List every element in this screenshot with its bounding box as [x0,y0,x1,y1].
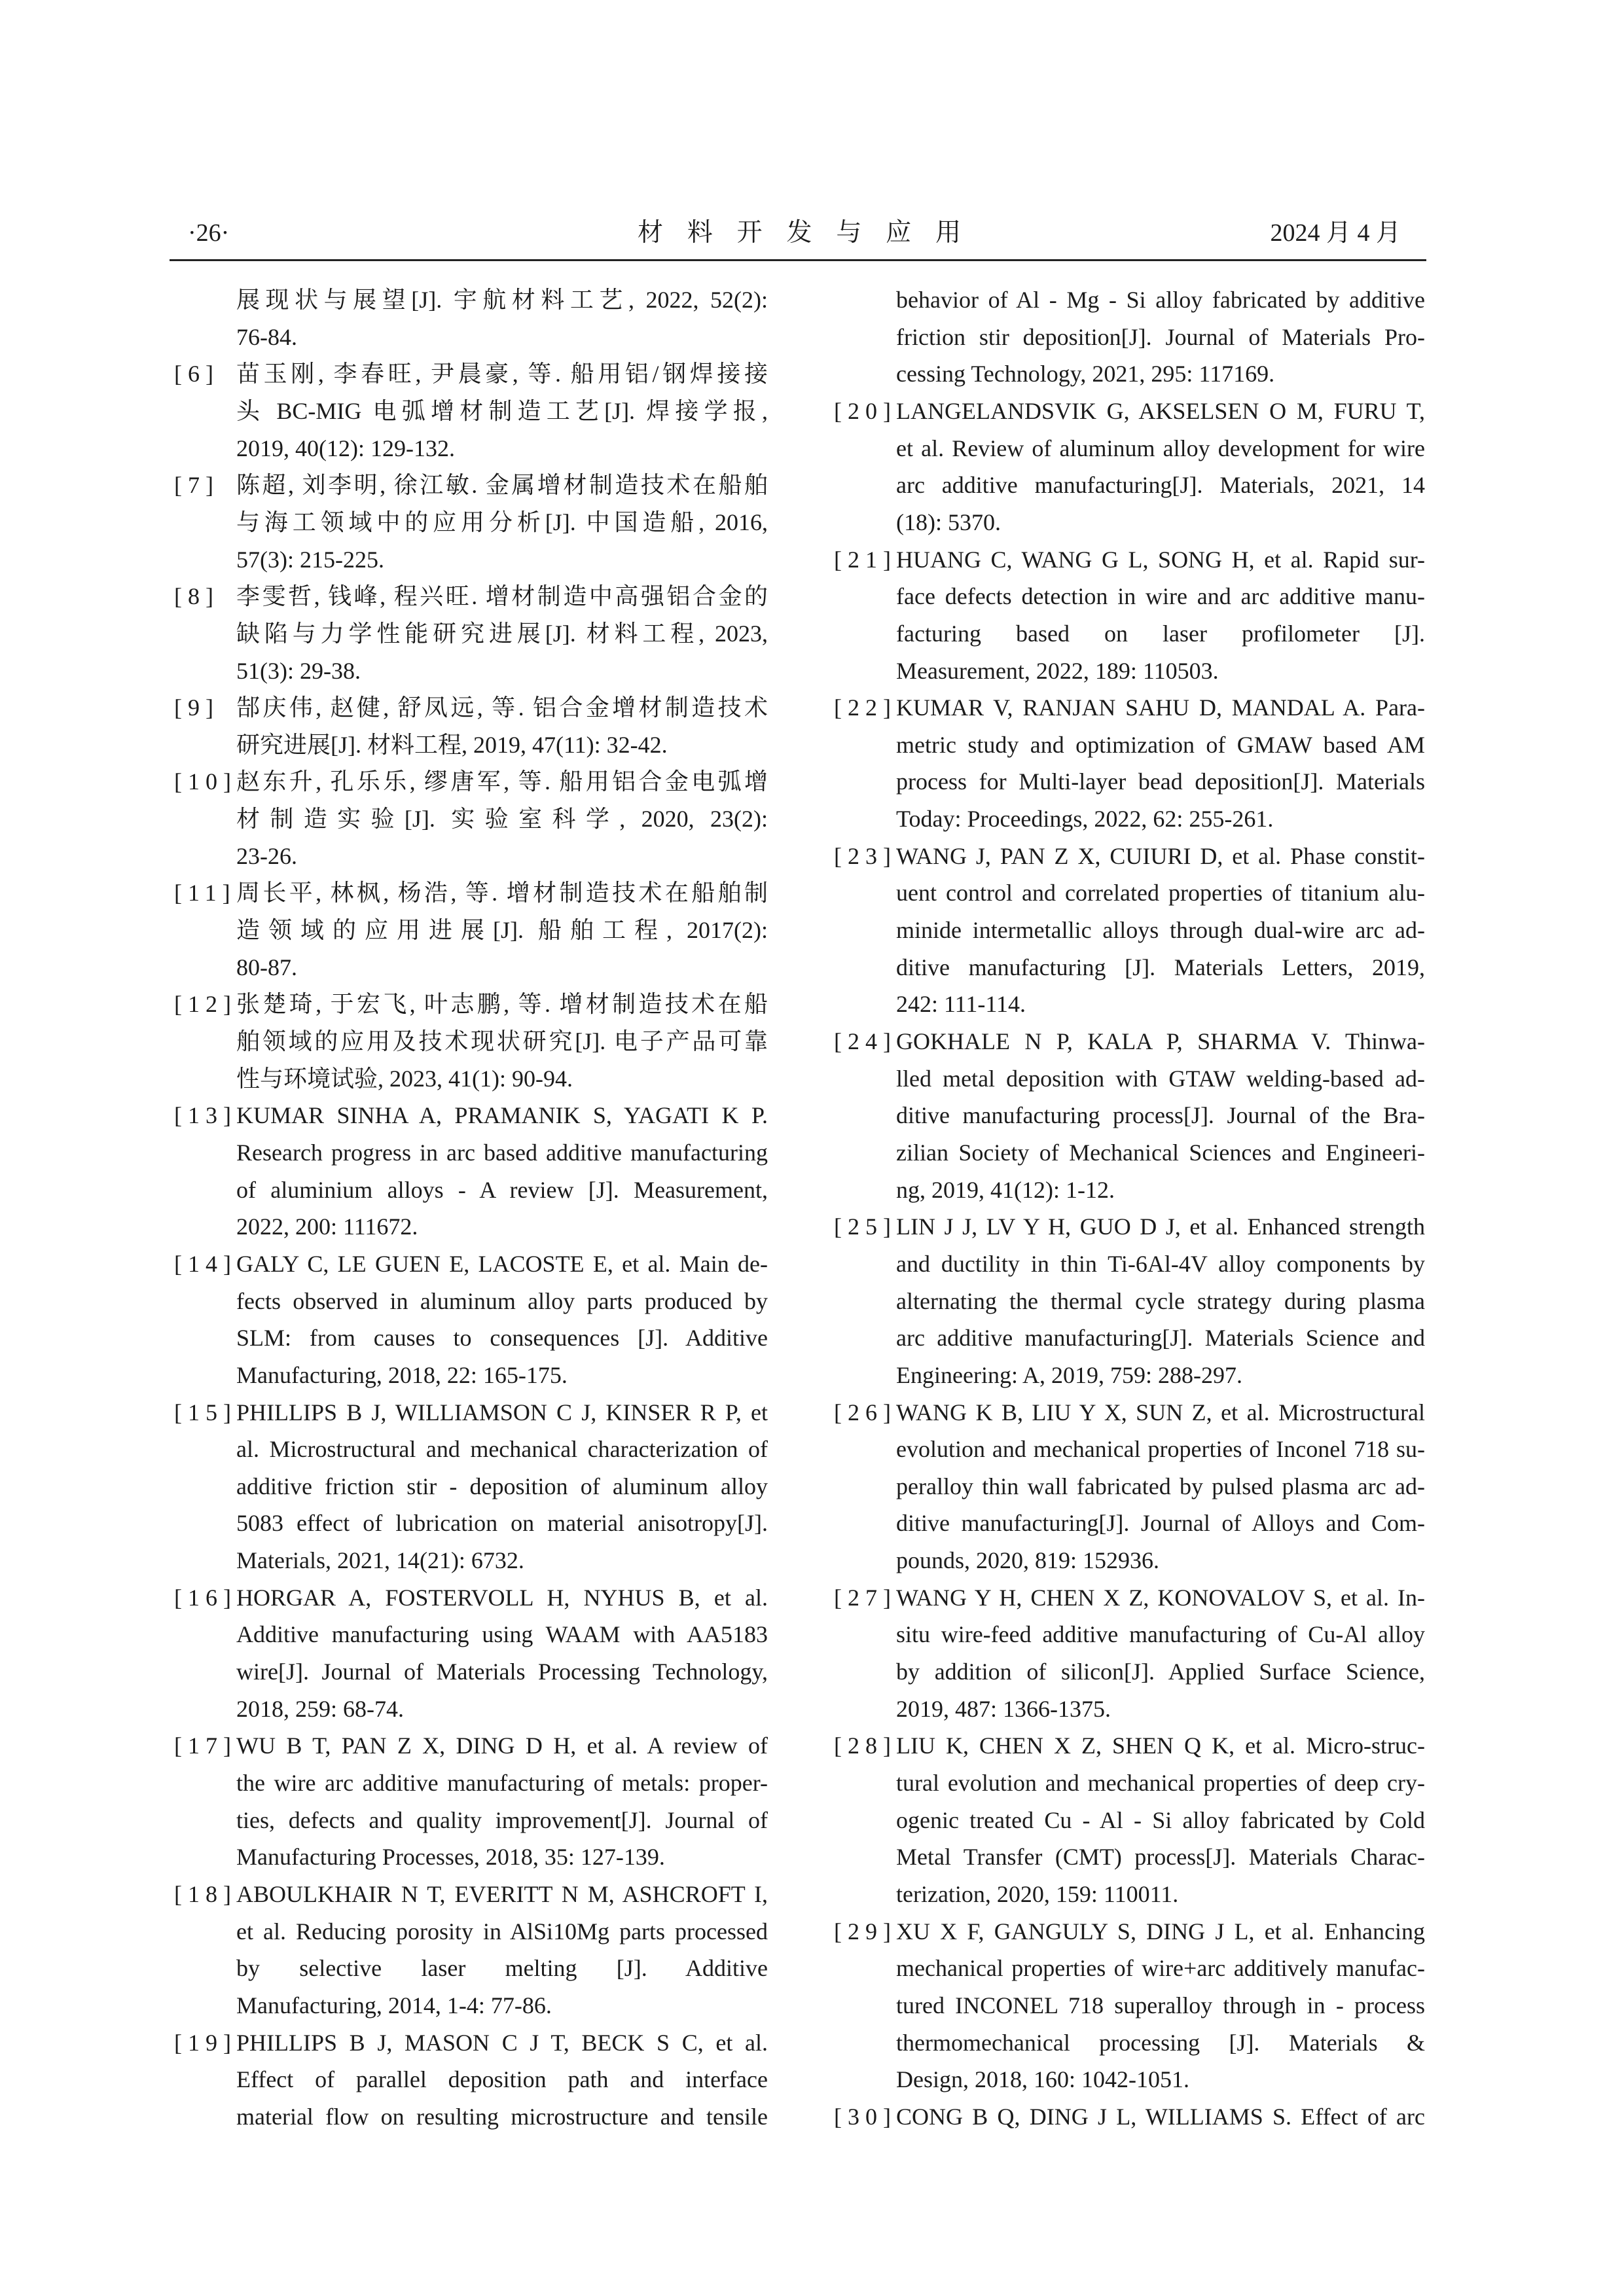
reference-line: facturing based on laser profilometer [J]. [896,620,1425,647]
reference-line: Engineering: A, 2019, 759: 288-297. [896,1361,1242,1388]
reference-line: 与海工领域中的应用分析[J]. 中国造船, 2016, [236,509,768,535]
reference-line: material flow on resulting microstructure and tensile [236,2103,768,2130]
reference-number: [22] [834,694,897,721]
reference-line: lled metal deposition with GTAW welding-based ad- [896,1065,1425,1092]
issue-date: 2024 月 4 月 [1270,219,1401,247]
reference-line: ties, defects and quality improvement[J]. Journal of [236,1806,768,1833]
reference-line: ditive manufacturing[J]. Journal of Alloys and Com- [896,1510,1425,1537]
reference-line: 2019, 40(12): 129-132. [236,435,455,461]
reference-line: 57(3): 215-225. [236,546,384,573]
reference-line: 陈超, 刘李明, 徐江敏. 金属增材制造技术在船舶 [236,472,768,499]
reference-number: [21] [834,546,897,573]
reference-line: tural evolution and mechanical properties of deep cry- [896,1770,1425,1796]
page-number: ·26· [188,219,230,247]
reference-line: behavior of Al - Mg - Si alloy fabricated by additive [896,287,1425,313]
reference-line: cessing Technology, 2021, 295: 117169. [896,361,1275,387]
reference-line: GALY C, LE GUEN E, LACOSTE E, et al. Main de- [236,1250,768,1277]
reference-line: 2019, 487: 1366-1375. [896,1695,1111,1722]
reference-line: LIU K, CHEN X Z, SHEN Q K, et al. Micro-struc- [896,1732,1425,1759]
reference-line: 242: 111-114. [896,991,1026,1018]
reference-line: Design, 2018, 160: 1042-1051. [896,2066,1189,2093]
reference-line: evolution and mechanical properties of Inconel 718 su- [896,1436,1425,1463]
reference-line: Manufacturing Processes, 2018, 35: 127-139. [236,1844,665,1871]
reference-line: thermomechanical processing [J]. Materials & [896,2029,1425,2056]
reference-line: 赵东升, 孔乐乐, 缪唐军, 等. 船用铝合金电弧增 [236,768,768,795]
reference-line: ogenic treated Cu - Al - Si alloy fabricated by Cold [896,1806,1425,1833]
reference-number: [18] [174,1880,237,1907]
reference-line: Manufacturing, 2014, 1-4: 77-86. [236,1992,552,2018]
reference-line: of aluminium alloys - A review [J]. Measurement, [236,1176,768,1203]
reference-line: Manufacturing, 2018, 22: 165-175. [236,1361,568,1388]
reference-line: 材制造实验[J]. 实验室科学, 2020, 23(2): [236,806,768,833]
reference-line: zilian Society of Mechanical Sciences and Engineeri- [896,1139,1425,1166]
reference-line: CONG B Q, DING J L, WILLIAMS S. Effect of arc [896,2103,1425,2130]
reference-number: [20] [834,397,897,424]
reference-number: [27] [834,1584,897,1611]
reference-line: 头 BC-MIG 电弧增材制造工艺[J]. 焊接学报, [236,397,768,424]
reference-number: [7] [174,472,219,499]
reference-line: 郜庆伟, 赵健, 舒凤远, 等. 铝合金增材制造技术 [236,694,768,721]
reference-line: et al. Review of aluminum alloy development for wire [896,435,1425,461]
reference-line: al. Microstructural and mechanical characterization of [236,1436,768,1463]
reference-number: [15] [174,1399,237,1426]
reference-line: GOKHALE N P, KALA P, SHARMA V. Thinwa- [896,1028,1425,1054]
reference-line: Research progress in arc based additive manufacturing [236,1139,768,1166]
reference-line: arc additive manufacturing[J]. Materials, 2021, 14 [896,472,1425,499]
reference-number: [9] [174,694,219,721]
reference-line: Measurement, 2022, 189: 110503. [896,657,1219,684]
reference-line: Effect of parallel deposition path and interface [236,2066,768,2093]
reference-line: LIN J J, LV Y H, GUO D J, et al. Enhanced strength [896,1213,1425,1240]
reference-line: 缺陷与力学性能研究进展[J]. 材料工程, 2023, [236,620,768,647]
reference-line: face defects detection in wire and arc additive manu- [896,583,1425,610]
reference-number: [26] [834,1399,897,1426]
reference-number: [24] [834,1028,897,1054]
reference-line: 76-84. [236,323,297,350]
journal-title: 材 料 开 发 与 应 用 [638,219,961,247]
reference-line: tured INCONEL 718 superalloy through in - process [896,1992,1425,2018]
reference-line: alternating the thermal cycle strategy during plasma [896,1287,1425,1314]
reference-number: [19] [174,2029,237,2056]
reference-number: [30] [834,2103,897,2130]
reference-line: (18): 5370. [896,509,1001,535]
reference-line: 周长平, 林枫, 杨浩, 等. 增材制造技术在船舶制 [236,880,768,906]
reference-line: uent control and correlated properties of titanium alu- [896,880,1425,906]
reference-number: [25] [834,1213,897,1240]
reference-line: 5083 effect of lubrication on material anisotropy[J]. [236,1510,768,1537]
reference-number: [23] [834,842,897,869]
reference-line: Additive manufacturing using WAAM with AA5183 [236,1621,768,1648]
reference-line: 研究进展[J]. 材料工程, 2019, 47(11): 32-42. [236,731,668,758]
reference-line: situ wire-feed additive manufacturing of Cu-Al alloy [896,1621,1425,1648]
reference-line: 展现状与展望[J]. 宇航材料工艺, 2022, 52(2): [236,287,768,313]
reference-line: ditive manufacturing [J]. Materials Letters, 2019, [896,954,1425,980]
reference-line: 苗玉刚, 李春旺, 尹晨豪, 等. 船用铝/钢焊接接 [236,361,768,387]
reference-line: minide intermetallic alloys through dual-wire arc ad- [896,917,1425,944]
reference-line: WANG K B, LIU Y X, SUN Z, et al. Microstructural [896,1399,1425,1426]
reference-line: 2022, 200: 111672. [236,1213,418,1240]
reference-line: et al. Reducing porosity in AlSi10Mg parts processed [236,1918,768,1945]
reference-line: ABOULKHAIR N T, EVERITT N M, ASHCROFT I, [236,1880,768,1907]
reference-number: [29] [834,1918,897,1945]
reference-line: wire[J]. Journal of Materials Processing Technology, [236,1659,768,1685]
reference-line: 李雯哲, 钱峰, 程兴旺. 增材制造中高强铝合金的 [236,583,768,610]
reference-line: WANG Y H, CHEN X Z, KONOVALOV S, et al. In- [896,1584,1425,1611]
reference-line: PHILLIPS B J, MASON C J T, BECK S C, et al. [236,2029,768,2056]
reference-line: WANG J, PAN Z X, CUIURI D, et al. Phase constit- [896,842,1425,869]
reference-line: 造领域的应用进展[J]. 船舶工程, 2017(2): [236,917,768,944]
reference-line: 51(3): 29-38. [236,657,361,684]
reference-line: WU B T, PAN Z X, DING D H, et al. A review of [236,1732,768,1759]
reference-line: additive friction stir - deposition of aluminum alloy [236,1473,768,1499]
reference-number: [11] [174,880,236,906]
reference-line: PHILLIPS B J, WILLIAMSON C J, KINSER R P, et [236,1399,768,1426]
reference-line: ditive manufacturing process[J]. Journal of the Bra- [896,1102,1425,1129]
reference-number: [17] [174,1732,237,1759]
reference-line: LANGELANDSVIK G, AKSELSEN O M, FURU T, [896,397,1425,424]
reference-line: mechanical properties of wire+arc additively manufac- [896,1955,1425,1982]
reference-line: by addition of silicon[J]. Applied Surface Science, [896,1659,1425,1685]
reference-number: [8] [174,583,219,610]
reference-line: fects observed in aluminum alloy parts produced by [236,1287,768,1314]
reference-number: [6] [174,361,219,387]
reference-line: 2018, 259: 68-74. [236,1695,404,1722]
reference-line: 23-26. [236,842,297,869]
reference-line: HUANG C, WANG G L, SONG H, et al. Rapid sur- [896,546,1425,573]
reference-number: [13] [174,1102,237,1129]
reference-line: terization, 2020, 159: 110011. [896,1880,1179,1907]
reference-line: ng, 2019, 41(12): 1-12. [896,1176,1115,1203]
reference-line: process for Multi-layer bead deposition[J]. Materials [896,768,1425,795]
reference-line: friction stir deposition[J]. Journal of Materials Pro- [896,323,1425,350]
reference-number: [16] [174,1584,237,1611]
reference-line: 张楚琦, 于宏飞, 叶志鹏, 等. 增材制造技术在船 [236,991,768,1018]
reference-number: [12] [174,991,237,1018]
reference-line: 性与环境试验, 2023, 41(1): 90-94. [236,1065,573,1092]
reference-number: [14] [174,1250,237,1277]
header-rule [170,259,1426,261]
reference-line: 80-87. [236,954,297,980]
reference-line: metric study and optimization of GMAW based AM [896,731,1425,758]
reference-line: KUMAR SINHA A, PRAMANIK S, YAGATI K P. [236,1102,768,1129]
reference-number: [10] [174,768,237,795]
reference-line: by selective laser melting [J]. Additive [236,1955,768,1982]
reference-line: SLM: from causes to consequences [J]. Additive [236,1325,768,1352]
reference-line: pounds, 2020, 819: 152936. [896,1547,1160,1574]
reference-line: XU X F, GANGULY S, DING J L, et al. Enhancing [896,1918,1425,1945]
reference-line: peralloy thin wall fabricated by pulsed plasma arc ad- [896,1473,1425,1499]
reference-line: Today: Proceedings, 2022, 62: 255-261. [896,806,1274,833]
reference-line: and ductility in thin Ti-6Al-4V alloy components by [896,1250,1425,1277]
reference-line: KUMAR V, RANJAN SAHU D, MANDAL A. Para- [896,694,1425,721]
reference-line: 舶领域的应用及技术现状研究[J]. 电子产品可靠 [236,1028,768,1054]
reference-line: the wire arc additive manufacturing of metals: proper- [236,1770,768,1796]
reference-line: Materials, 2021, 14(21): 6732. [236,1547,524,1574]
reference-line: arc additive manufacturing[J]. Materials Science and [896,1325,1425,1352]
reference-number: [28] [834,1732,897,1759]
reference-line: Metal Transfer (CMT) process[J]. Materials Charac- [896,1844,1425,1871]
reference-line: HORGAR A, FOSTERVOLL H, NYHUS B, et al. [236,1584,768,1611]
